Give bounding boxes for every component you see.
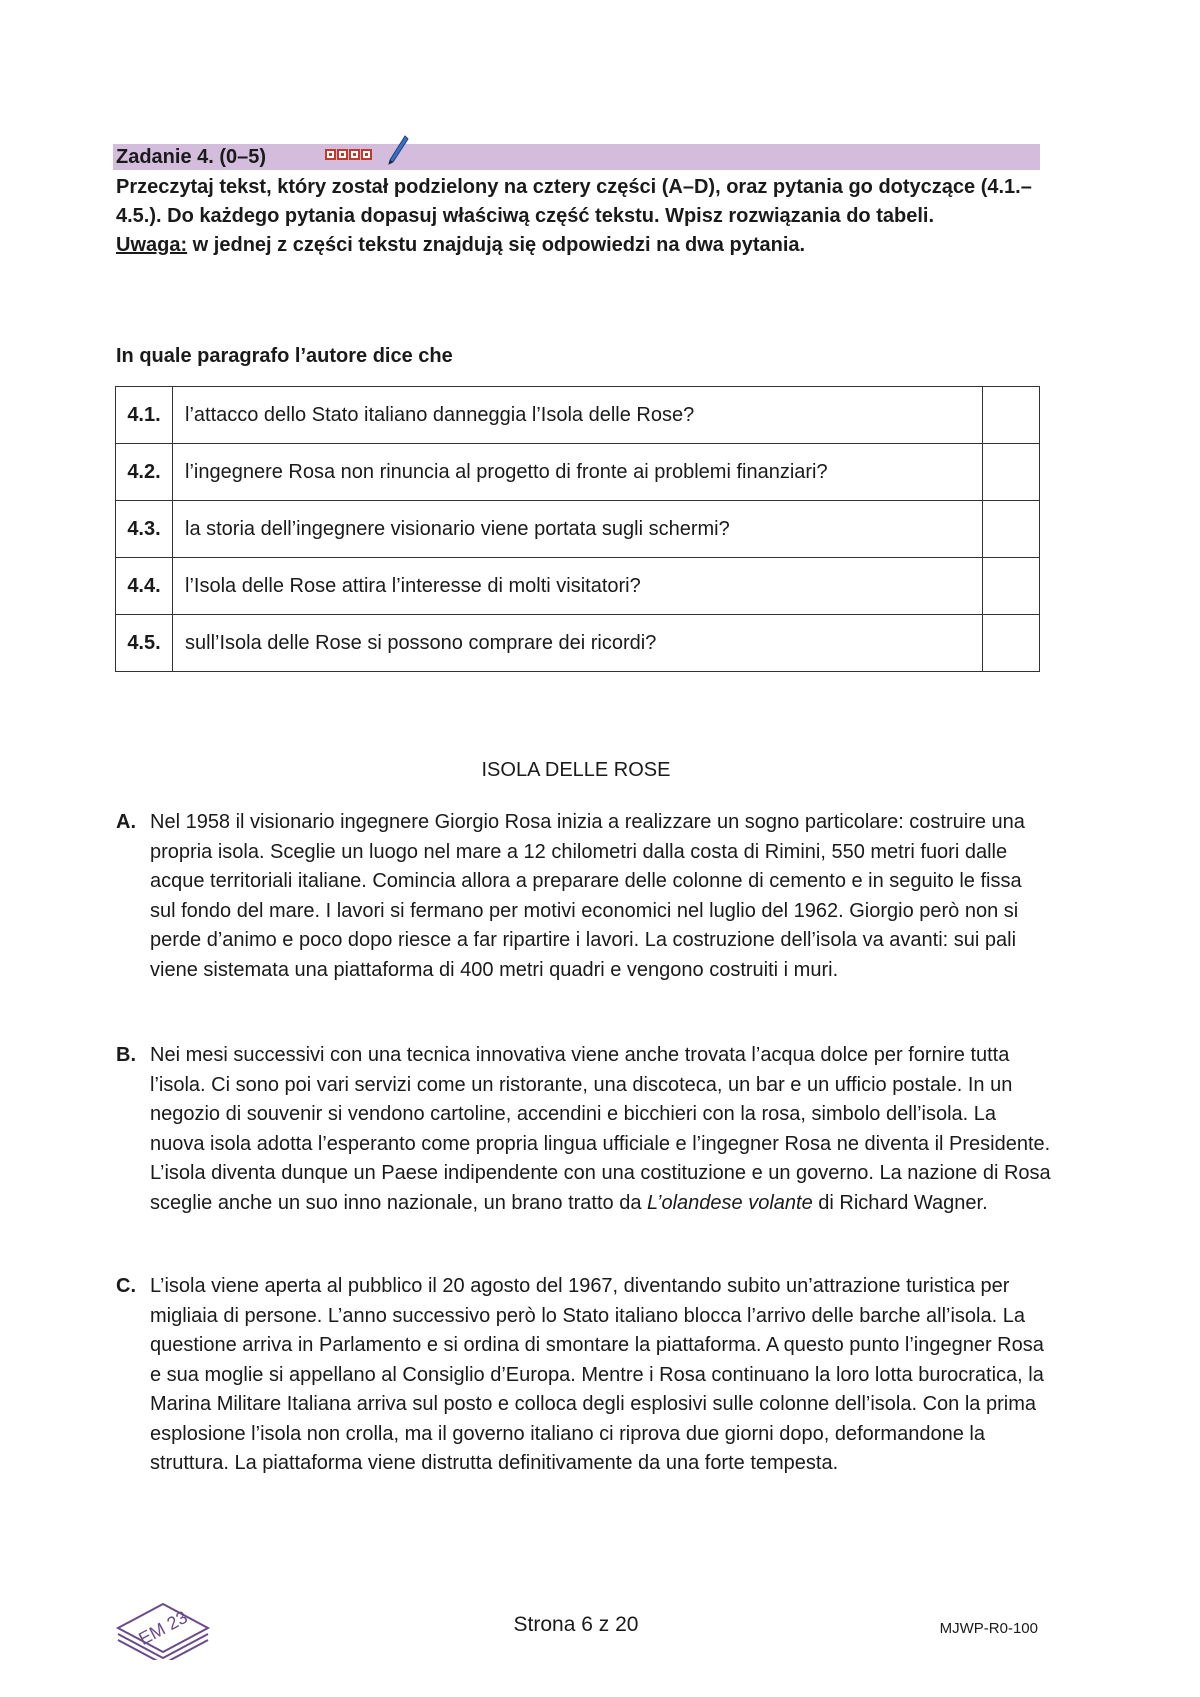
table-row bbox=[116, 501, 1040, 558]
paragraph-letter: B. bbox=[116, 1044, 136, 1066]
note bbox=[116, 231, 1046, 260]
note-text: w jednej z części tekstu znajdują się odpowiedzi na dwa pytania. bbox=[187, 234, 806, 256]
answer-cell[interactable] bbox=[983, 387, 1040, 444]
pen-icon bbox=[385, 134, 409, 166]
answer-cell[interactable] bbox=[983, 501, 1040, 558]
page-number: Strona 6 z 20 bbox=[513, 1613, 639, 1636]
answer-cell[interactable] bbox=[983, 615, 1040, 672]
question-text: l’attacco dello Stato italiano danneggia l’Isola delle Rose? bbox=[173, 387, 983, 444]
table-row bbox=[116, 387, 1040, 444]
table-row bbox=[116, 615, 1040, 672]
paragraph-text-start: Nei mesi successivi con una tecnica innovativa viene anche trovata l’acqua dolce per fornire tutta l’isola. Ci sono poi vari servizi come un ristorante, una discoteca, un bar e un ufficio postale. In un negozio di souvenir si vendono cartoline, accendini e bicchieri con la rosa, simbolo dell’isola. La nuova isola adotta l’esperanto come propria lingua ufficiale e l’ingegner Rosa ne diventa il Presidente. L’isola diventa dunque un Paese indipendente con una costituzione e un governo. La nazione di Rosa sceglie anche un suo inno nazionale, un brano tratto da bbox=[150, 1044, 1051, 1214]
question-number: 4.4. bbox=[116, 558, 173, 615]
question-text: la storia dell’ingegnere visionario viene portata sugli schermi? bbox=[173, 501, 983, 558]
task-title: Zadanie 4. (0–5) bbox=[116, 146, 267, 168]
question-number: 4.1. bbox=[116, 387, 173, 444]
paragraph-text: L’isola viene aperta al pubblico il 20 agosto del 1967, diventando subito un’attrazione turistica per migliaia di persone. L’anno successivo però lo Stato italiano blocca l’arrivo delle barche all’isola. La questione arriva in Parlamento e si ordina di smontare la piattaforma. A questo punto l’ingegner Rosa e sua moglie si appellano al Consiglio d’Europa. Mentre i Rosa continuano la loro lotta burocratica, la Marina Militare Italiana arriva sul posto e colloca degli esplosivi sulle colonne dell’isola. Con la prima esplosione l’isola non crolla, ma il governo italiano ci riprova due giorni dopo, deformandone la struttura. La piattaforma viene distrutta definitivamente da una forte tempesta. bbox=[150, 1275, 1044, 1474]
paragraph-letter: A. bbox=[116, 811, 136, 833]
document-code: MJWP-R0-100 bbox=[939, 1620, 1038, 1637]
text-title: ISOLA DELLE ROSE bbox=[481, 759, 671, 781]
question-number: 4.2. bbox=[116, 444, 173, 501]
logo-text: EM 23 bbox=[135, 1606, 191, 1650]
paragraph-letter: C. bbox=[116, 1275, 136, 1297]
score-boxes-icon bbox=[325, 149, 372, 160]
paragraph-c bbox=[116, 1272, 1051, 1479]
paragraph-b bbox=[116, 1041, 1051, 1218]
instructions-text: Przeczytaj tekst, który został podzielony na cztery części (A–D), oraz pytania go dotyczące (4.1.–4.5.). Do każdego pytania dopasuj właściwą część tekstu. Wpisz rozwiązania do tabeli. bbox=[116, 176, 1032, 227]
note-label: Uwaga: bbox=[116, 234, 188, 256]
table-row bbox=[116, 558, 1040, 615]
question-text: l’ingegnere Rosa non rinuncia al progetto di fronte ai problemi finanziari? bbox=[173, 444, 983, 501]
question-intro: In quale paragrafo l’autore dice che bbox=[116, 345, 453, 367]
paragraph-text-end: di Richard Wagner. bbox=[812, 1191, 988, 1214]
opera-title: L’olandese volante bbox=[647, 1191, 813, 1214]
answer-cell[interactable] bbox=[983, 444, 1040, 501]
paragraph-a bbox=[116, 808, 1051, 985]
question-text: l’Isola delle Rose attira l’interesse di molti visitatori? bbox=[173, 558, 983, 615]
paragraph-text bbox=[150, 1041, 1051, 1218]
question-number: 4.5. bbox=[116, 615, 173, 672]
paragraph-text: Nel 1958 il visionario ingegnere Giorgio Rosa inizia a realizzare un sogno particolare: costruire una propria isola. Sceglie un luogo nel mare a 12 chilometri dalla costa di Rimini, 550 metri fuori dalle acque territoriali italiane. Comincia allora a preparare delle colonne di cemento e in seguito le fissa sul fondo del mare. I lavori si fermano per motivi economici nel luglio del 1962. Giorgio però non si perde d’animo e poco dopo riesce a far ripartire i lavori. La costruzione dell’isola va avanti: sui pali viene sistemata una piattaforma di 400 metri quadri e vengono costruiti i muri. bbox=[150, 811, 1025, 981]
question-number: 4.3. bbox=[116, 501, 173, 558]
task-instructions bbox=[116, 173, 1046, 260]
question-text: sull’Isola delle Rose si possono comprare dei ricordi? bbox=[173, 615, 983, 672]
table-row bbox=[116, 444, 1040, 501]
answer-cell[interactable] bbox=[983, 558, 1040, 615]
questions-table bbox=[115, 386, 1040, 672]
